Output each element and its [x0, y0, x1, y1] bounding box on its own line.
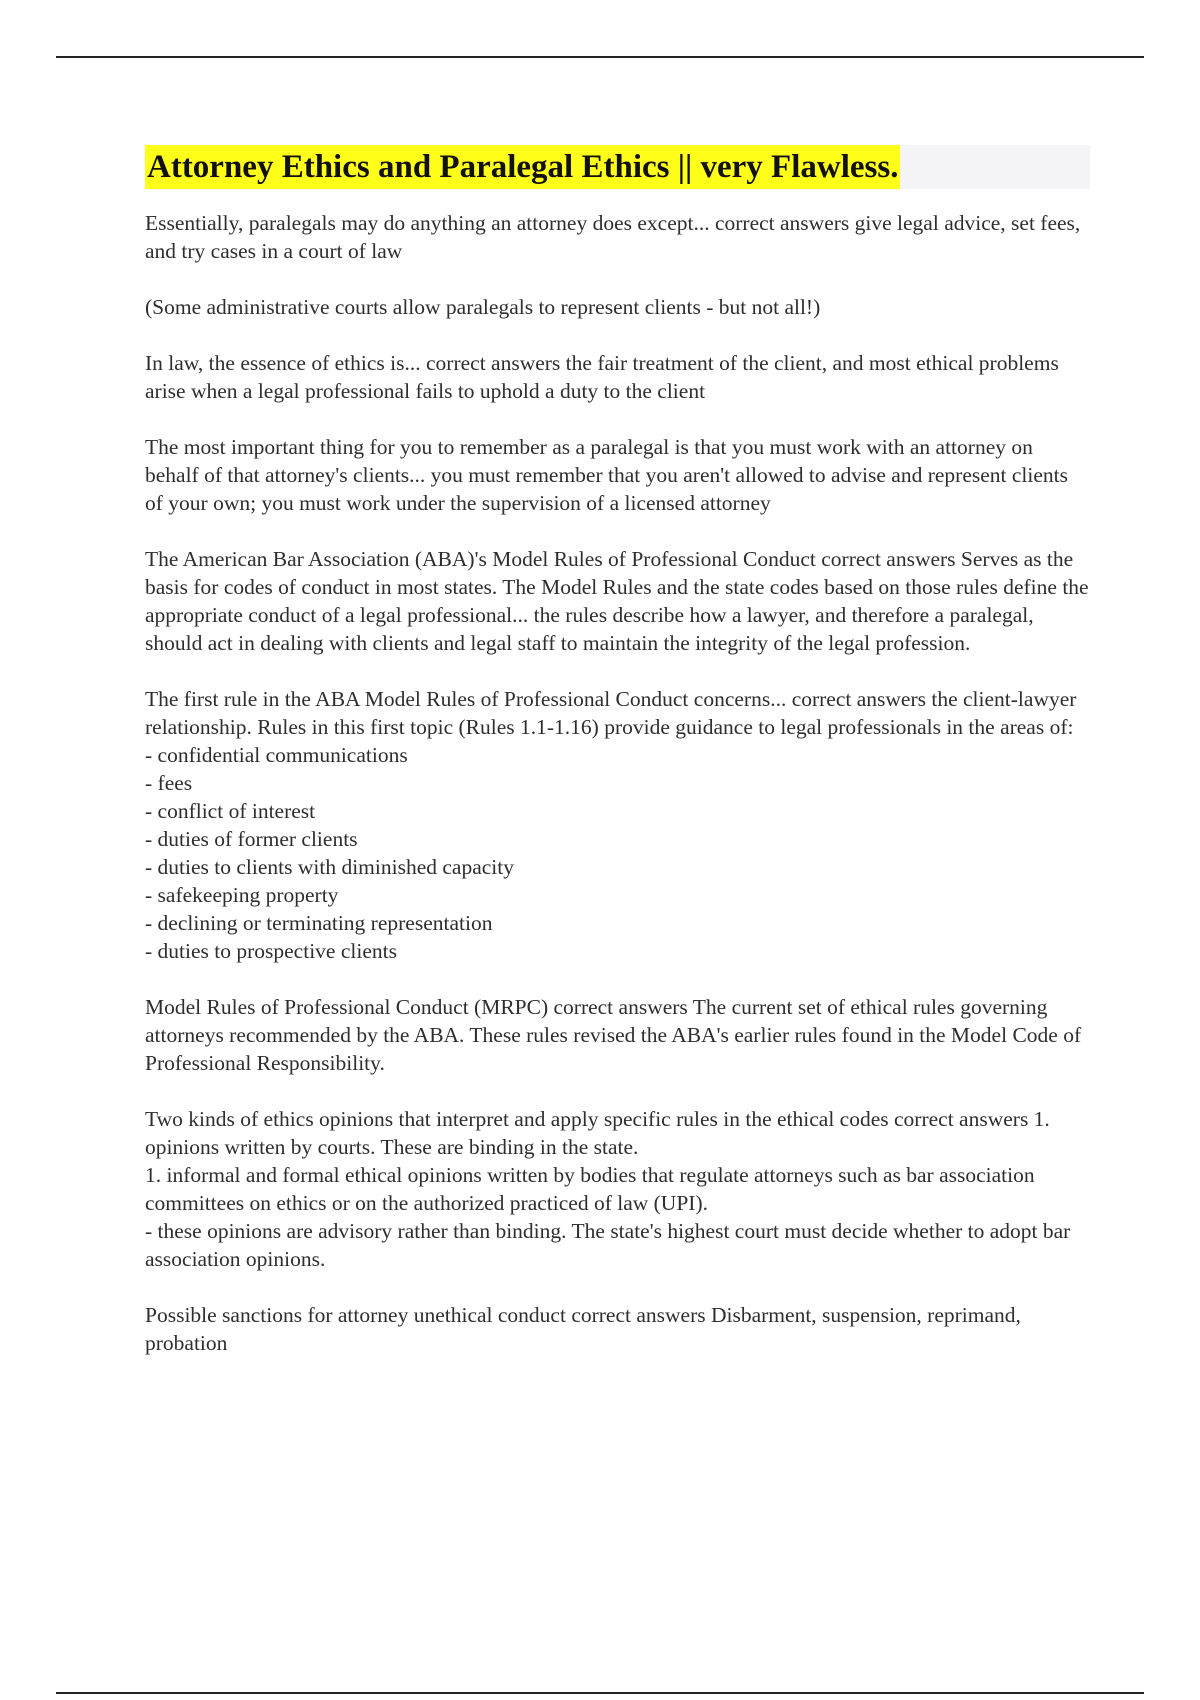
title-band [145, 145, 1090, 189]
document-title: Attorney Ethics and Paralegal Ethics || very Flawless. [145, 145, 900, 189]
qa-entry [145, 993, 1090, 1077]
bullet-item: - safekeeping property [145, 883, 339, 907]
bullet-item: - declining or terminating representation [145, 911, 493, 935]
qa-entries [145, 209, 1090, 1357]
qa-entry [145, 1105, 1090, 1273]
bullet-item: - duties of former clients [145, 827, 358, 851]
qa-entry [145, 349, 1090, 405]
entry-text: The most important thing for you to remember as a paralegal is that you must work with an attorney on behalf of that attorney's clients... you must remember that you aren't allowed to advise and represent clients of your own; you must work under the supervision of a licensed attorney [145, 435, 1068, 515]
bullet-item: - fees [145, 771, 193, 795]
entry-text: Essentially, paralegals may do anything an attorney does except... correct answers give legal advice, set fees, and try cases in a court of law [145, 211, 1081, 263]
bullet-item: - conflict of interest [145, 799, 316, 823]
qa-entry [145, 685, 1090, 965]
qa-entry [145, 209, 1090, 265]
entry-text: Possible sanctions for attorney unethical conduct correct answers Disbarment, suspension, reprimand, probation [145, 1303, 1021, 1355]
qa-entry [145, 545, 1090, 657]
entry-text: Two kinds of ethics opinions that interpret and apply specific rules in the ethical codes correct answers 1. opinions written by courts. These are binding in the state. [145, 1107, 1050, 1159]
qa-entry [145, 293, 1090, 321]
bullet-item: - duties to clients with diminished capacity [145, 855, 515, 879]
qa-entry [145, 1301, 1090, 1357]
bullet-item: - confidential communications [145, 743, 408, 767]
bullet-list [145, 741, 1090, 965]
entry-text: Model Rules of Professional Conduct (MRPC) correct answers The current set of ethical rules governing attorneys recommended by the ABA. These rules revised the ABA's earlier rules found in the Model Code of Professional Responsibility. [145, 995, 1082, 1075]
qa-entry [145, 433, 1090, 517]
bottom-rule [56, 1692, 1144, 1694]
document-body [145, 145, 1090, 1385]
entry-text: The first rule in the ABA Model Rules of Professional Conduct concerns... correct answers the client-lawyer relationship. Rules in this first topic (Rules 1.1-1.16) provide guidance to legal professionals in the areas of: [145, 687, 1077, 739]
entry-text: In law, the essence of ethics is... correct answers the fair treatment of the client, and most ethical problems arise when a legal professional fails to uphold a duty to the client [145, 351, 1059, 403]
entry-text: The American Bar Association (ABA)'s Model Rules of Professional Conduct correct answers Serves as the basis for codes of conduct in most states. The Model Rules and the state codes based on those rules define the appropriate conduct of a legal professional... the rules describe how a lawyer, and therefore a paralegal, should act in dealing with clients and legal staff to maintain the integrity of the legal profession. [145, 547, 1089, 655]
top-rule [56, 56, 1144, 58]
entry-text: (Some administrative courts allow paralegals to represent clients - but not all!) [145, 295, 821, 319]
bullet-item: - duties to prospective clients [145, 939, 397, 963]
entry-text: - these opinions are advisory rather than binding. The state's highest court must decide whether to adopt bar association opinions. [145, 1219, 1071, 1271]
entry-text: 1. informal and formal ethical opinions written by bodies that regulate attorneys such as bar association committees on ethics or on the authorized practiced of law (UPI). [145, 1163, 1035, 1215]
